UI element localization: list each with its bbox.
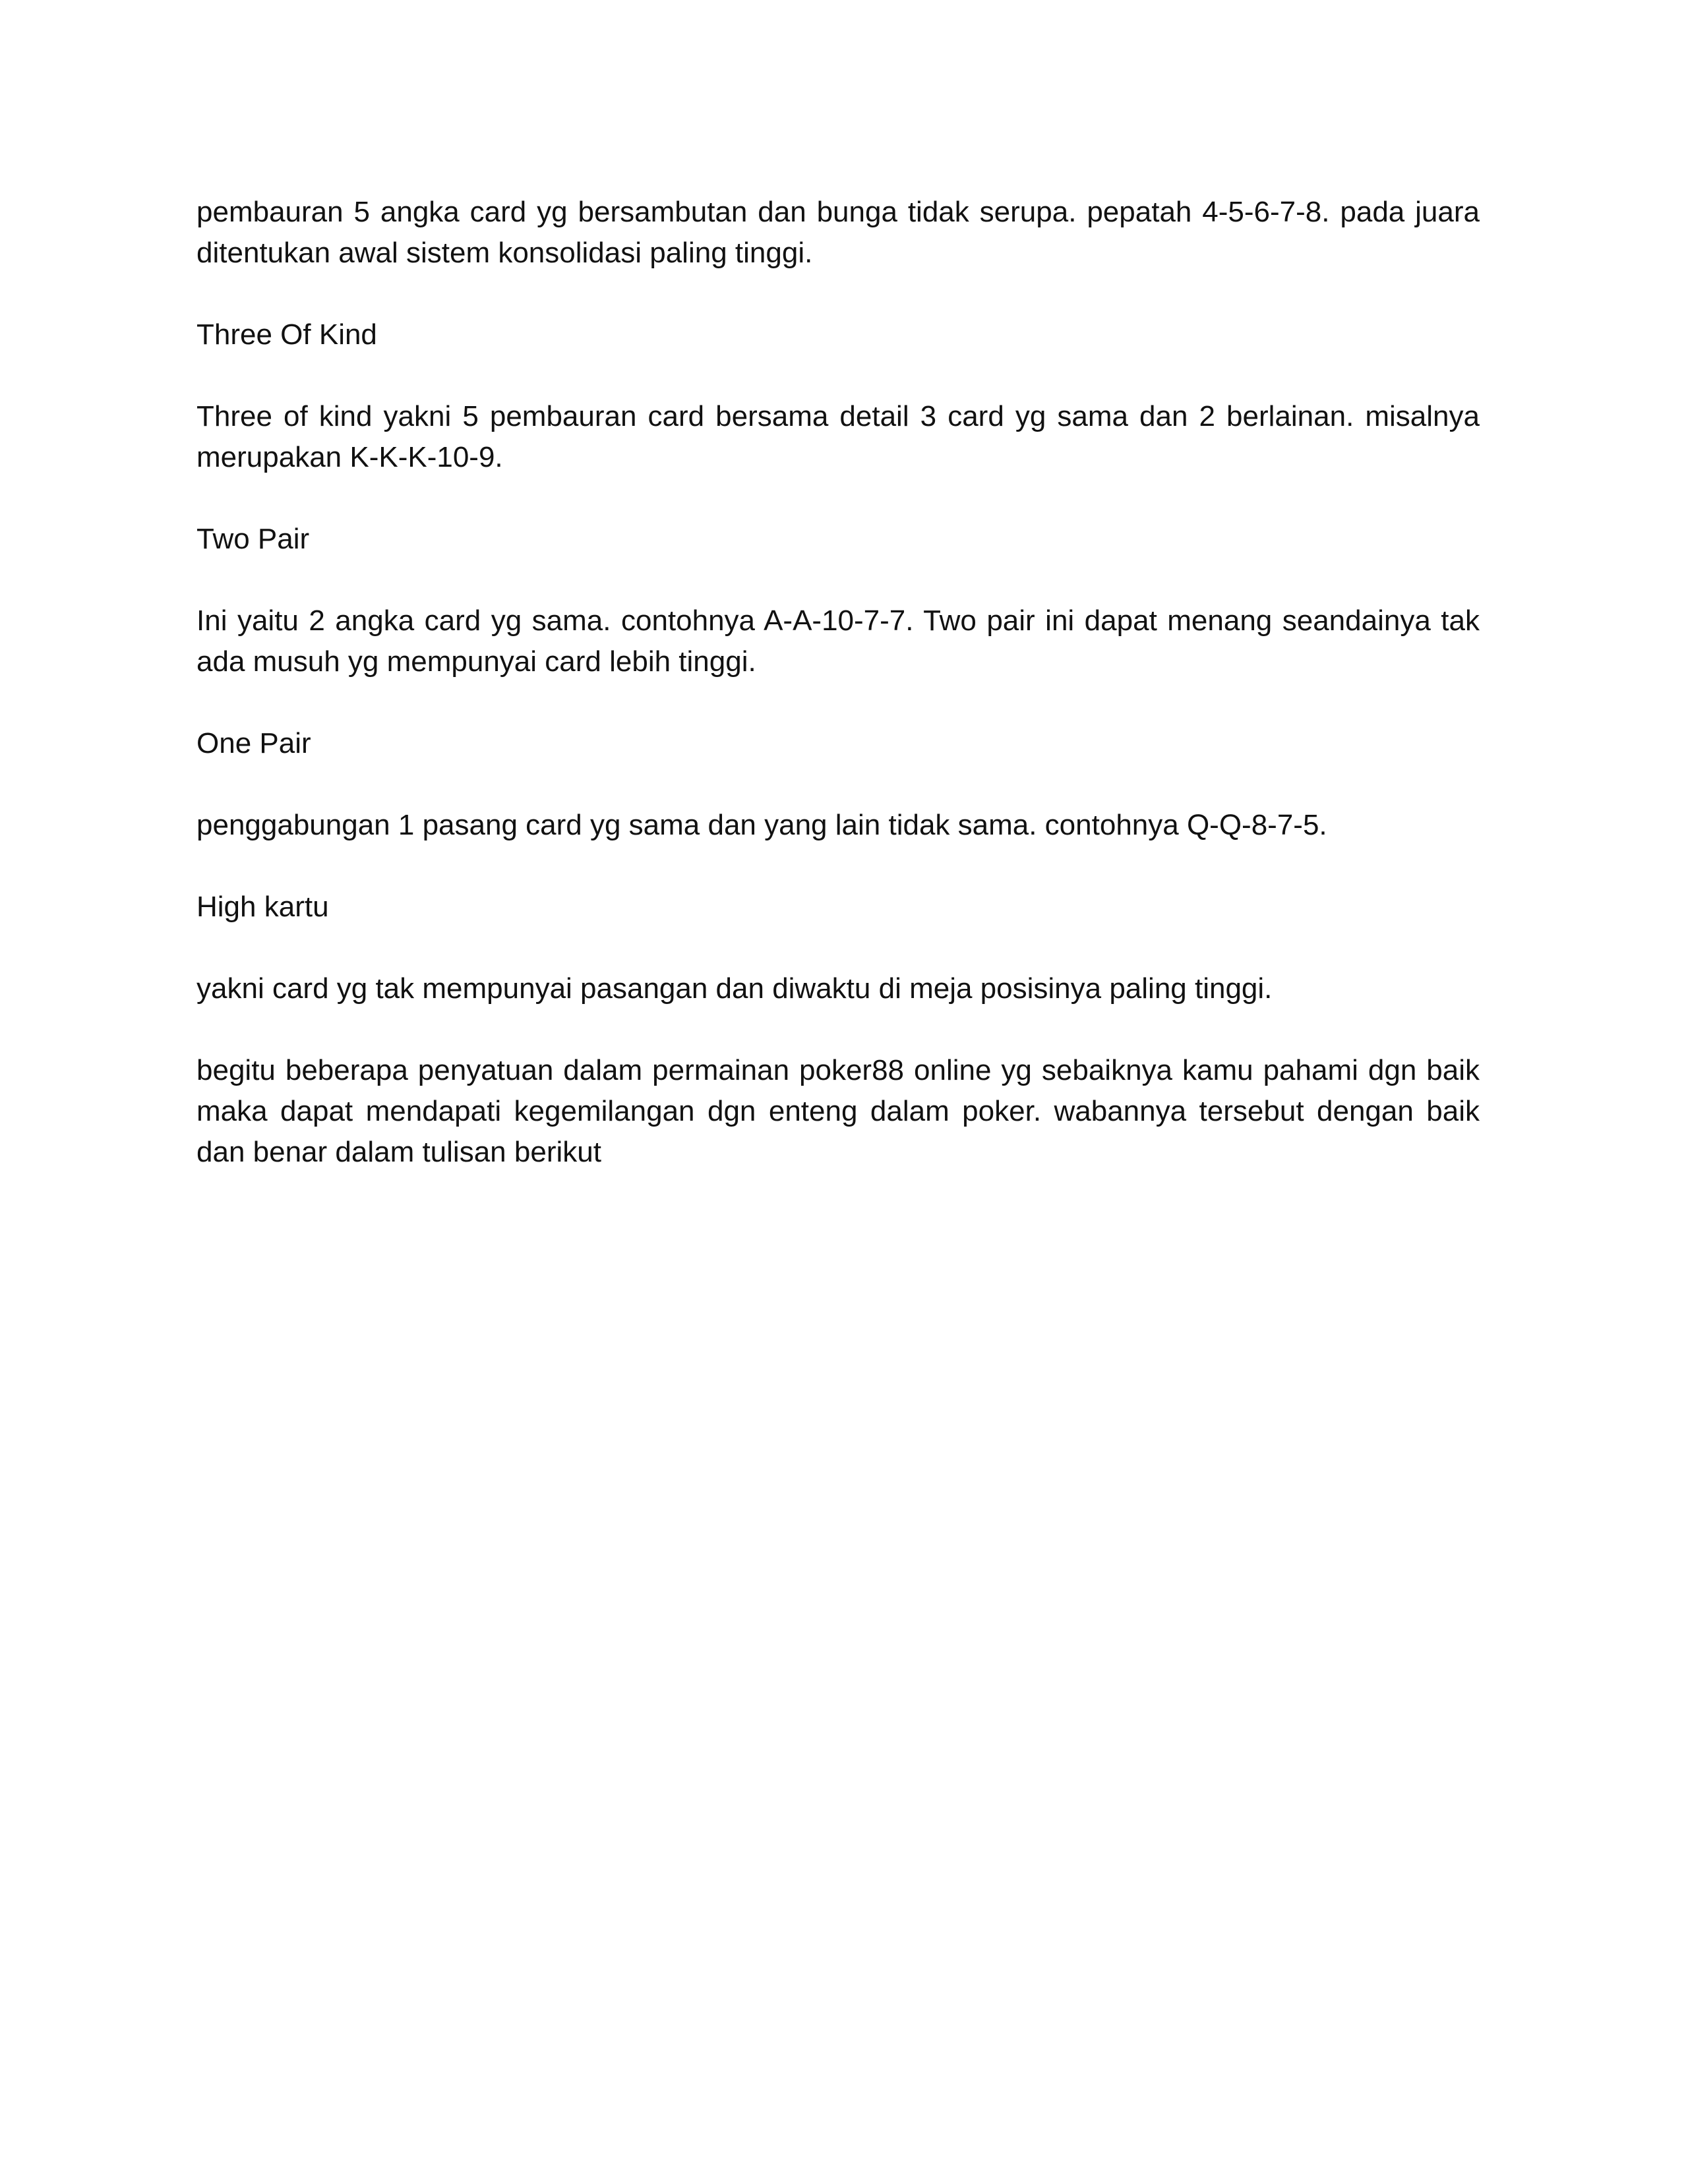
document-body: [196, 192, 1480, 1214]
paragraph-straight: pembauran 5 angka card yg bersambutan dan bunga tidak serupa. pepatah 4-5-6-7-8. pada juara ditentukan awal sistem konsolidasi paling tinggi.: [196, 196, 1480, 269]
paragraph-one-pair: penggabungan 1 pasang card yg sama dan yang lain tidak sama. contohnya Q-Q-8-7-5.: [196, 809, 1327, 841]
paragraph-three-of-kind: Three of kind yakni 5 pembauran card bersama detail 3 card yg sama dan 2 berlainan. misalnya merupakan K-K-K-10-9.: [196, 400, 1480, 473]
paragraph-conclusion: begitu beberapa penyatuan dalam permainan poker88 online yg sebaiknya kamu pahami dgn baik maka dapat mendapati kegemilangan dgn enteng dalam poker. wabannya tersebut dengan baik dan benar dalam tulisan berikut: [196, 1054, 1480, 1168]
heading-two-pair: Two Pair: [196, 523, 310, 555]
heading-one-pair: One Pair: [196, 727, 311, 759]
heading-three-of-kind: Three Of Kind: [196, 318, 377, 351]
paragraph-high-card: yakni card yg tak mempunyai pasangan dan diwaktu di meja posisinya paling tinggi.: [196, 972, 1273, 1005]
paragraph-two-pair: Ini yaitu 2 angka card yg sama. contohnya A-A-10-7-7. Two pair ini dapat menang seandainya tak ada musuh yg mempunyai card lebih tinggi.: [196, 605, 1480, 678]
heading-high-card: High kartu: [196, 891, 329, 923]
